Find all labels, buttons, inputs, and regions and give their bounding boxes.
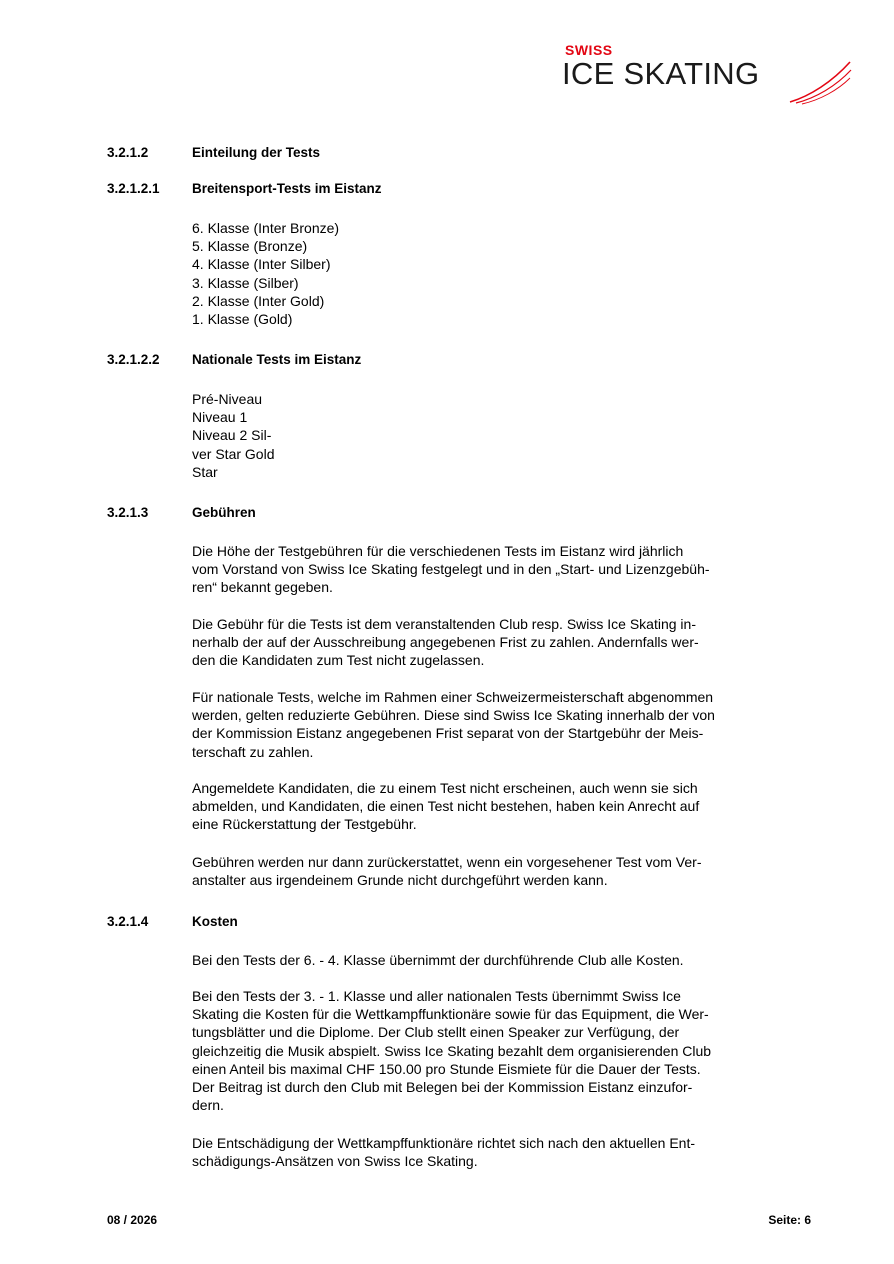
text-line: eine Rückerstattung der Testgebühr. — [192, 816, 417, 833]
text-line: Skating die Kosten für die Wettkampffunktionäre sowie für das Equipment, die Wer- — [192, 1006, 709, 1023]
paragraph — [192, 951, 817, 969]
section-number: 3.2.1.3 — [107, 505, 149, 520]
text-line: Bei den Tests der 6. - 4. Klasse übernimmt der durchführende Club alle Kosten. — [192, 952, 684, 968]
text-line: vom Vorstand von Swiss Ice Skating festgelegt und in den „Start- und Lizenzgebüh- — [192, 561, 710, 578]
list-item: 4. Klasse (Inter Silber) — [192, 256, 331, 273]
list-item: ver Star Gold — [192, 445, 275, 462]
section-heading-3212 — [107, 145, 320, 160]
text-line: ren“ bekannt gegeben. — [192, 579, 333, 596]
text-line: Die Entschädigung der Wettkampffunktionäre richtet sich nach den aktuellen Ent- — [192, 1135, 695, 1151]
list-item: 3. Klasse (Silber) — [192, 274, 299, 291]
text-line: terschaft zu zahlen. — [192, 743, 314, 760]
section-number: 3.2.1.2 — [107, 145, 149, 160]
section-heading-32122 — [107, 352, 361, 367]
text-line: den die Kandidaten zum Test nicht zugelassen. — [192, 652, 485, 669]
breitensport-test-list — [192, 219, 339, 328]
list-item: Niveau 1 — [192, 409, 248, 426]
paragraph — [192, 1134, 817, 1170]
text-line: Gebühren werden nur dann zurückerstattet, wenn ein vorgesehener Test vom Ver- — [192, 854, 702, 870]
logo-name-text: ICE SKATING — [562, 56, 760, 91]
section-heading-3213 — [107, 505, 256, 520]
list-item: Pré-Niveau — [192, 391, 263, 407]
paragraph — [192, 779, 817, 834]
footer-date: 08 / 2026 — [107, 1213, 158, 1227]
footer-page-number: Seite: 6 — [768, 1213, 811, 1227]
list-item: 5. Klasse (Bronze) — [192, 238, 308, 255]
text-line: Bei den Tests der 3. - 1. Klasse und aller nationalen Tests übernimmt Swiss Ice — [192, 988, 681, 1004]
section-heading-3214 — [107, 914, 238, 929]
logo-swoosh-icon — [788, 58, 852, 106]
list-item: 2. Klasse (Inter Gold) — [192, 292, 325, 309]
text-line: gleichzeitig die Musik abspielt. Swiss Ice Skating bezahlt dem organisierenden Club — [192, 1042, 712, 1059]
section-title: Nationale Tests im Eistanz — [192, 352, 362, 367]
text-line: nerhalb der auf der Ausschreibung angegebenen Frist zu zahlen. Andernfalls wer- — [192, 634, 699, 651]
section-title: Breitensport-Tests im Eistanz — [192, 181, 382, 196]
text-line: Angemeldete Kandidaten, die zu einem Test nicht erscheinen, auch wenn sie sich — [192, 780, 698, 796]
list-item: Star — [192, 463, 218, 480]
list-item: 6. Klasse (Inter Bronze) — [192, 220, 340, 236]
paragraph — [192, 987, 817, 1114]
national-test-list — [192, 390, 274, 481]
list-item: 1. Klasse (Gold) — [192, 311, 293, 328]
text-line: abmelden, und Kandidaten, die einen Test nicht bestehen, haben kein Anrecht auf — [192, 798, 700, 815]
text-line: Für nationale Tests, welche im Rahmen einer Schweizermeisterschaft abgenommen — [192, 689, 714, 705]
paragraph — [192, 542, 817, 597]
text-line: Die Gebühr für die Tests ist dem veranstaltenden Club resp. Swiss Ice Skating in- — [192, 616, 696, 632]
swiss-ice-skating-logo — [560, 38, 852, 110]
paragraph — [192, 688, 817, 761]
paragraph — [192, 615, 817, 670]
section-title: Einteilung der Tests — [192, 145, 321, 160]
text-line: einen Anteil bis maximal CHF 150.00 pro Stunde Eismiete für die Dauer der Tests. — [192, 1060, 701, 1077]
text-line: werden, gelten reduzierte Gebühren. Diese sind Swiss Ice Skating innerhalb der von — [192, 707, 715, 724]
text-line: Der Beitrag ist durch den Club mit Belegen bei der Kommission Eistanz einzufor- — [192, 1079, 693, 1096]
text-line: schädigungs-Ansätzen von Swiss Ice Skating. — [192, 1153, 478, 1170]
section-title: Kosten — [192, 914, 238, 929]
logo-swiss-text: SWISS — [565, 42, 613, 58]
section-number: 3.2.1.2.1 — [107, 181, 160, 196]
list-item: Niveau 2 Sil- — [192, 427, 272, 444]
section-heading-32121 — [107, 181, 382, 196]
text-line: Die Höhe der Testgebühren für die verschiedenen Tests im Eistanz wird jährlich — [192, 543, 684, 559]
text-line: dern. — [192, 1097, 224, 1114]
text-line: der Kommission Eistanz angegebenen Frist separat von der Startgebühr der Meis- — [192, 725, 704, 742]
text-line: tungsblätter und die Diplome. Der Club stellt einen Speaker zur Verfügung, der — [192, 1024, 680, 1041]
text-line: anstalter aus irgendeinem Grunde nicht durchgeführt werden kann. — [192, 872, 608, 889]
section-number: 3.2.1.4 — [107, 914, 149, 929]
paragraph — [192, 853, 817, 889]
section-number: 3.2.1.2.2 — [107, 352, 160, 367]
section-title: Gebühren — [192, 505, 256, 520]
